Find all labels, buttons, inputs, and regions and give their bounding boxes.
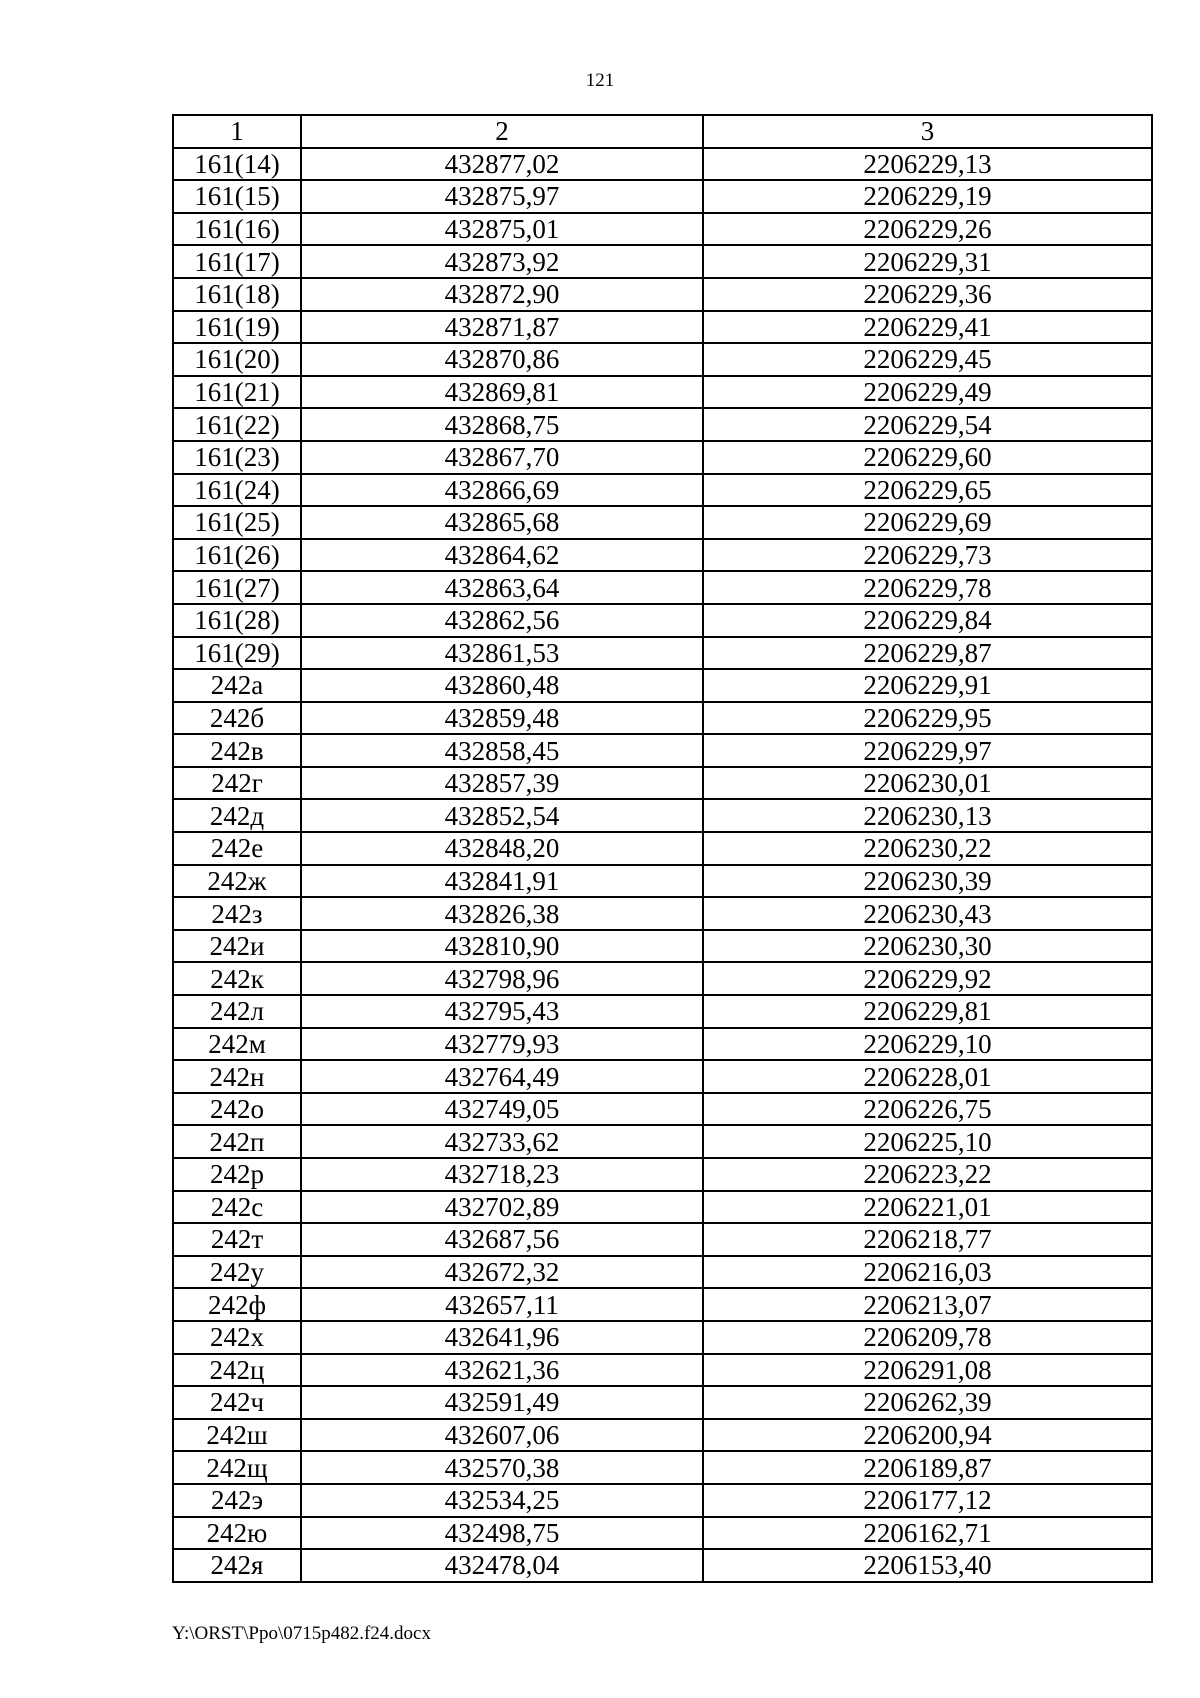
point-id-cell: 242о	[173, 1093, 301, 1126]
point-id-cell: 161(18)	[173, 278, 301, 311]
table-row	[173, 1028, 1152, 1061]
y-coordinate-cell: 2206230,39	[703, 865, 1152, 898]
y-coordinate-cell: 2206230,43	[703, 897, 1152, 930]
point-id-cell: 242а	[173, 669, 301, 702]
table-row	[173, 799, 1152, 832]
point-id-cell: 242м	[173, 1028, 301, 1061]
y-coordinate-cell: 2206153,40	[703, 1549, 1152, 1582]
table-row	[173, 1191, 1152, 1224]
table-row	[173, 506, 1152, 539]
x-coordinate-cell: 432798,96	[301, 962, 703, 995]
x-coordinate-cell: 432866,69	[301, 474, 703, 507]
point-id-cell: 161(20)	[173, 343, 301, 376]
table-row	[173, 767, 1152, 800]
table-row	[173, 962, 1152, 995]
footer-file-path: Y:\ORST\Ppo\0715p482.f24.docx	[172, 1623, 431, 1644]
x-coordinate-cell: 432869,81	[301, 376, 703, 409]
y-coordinate-cell: 2206226,75	[703, 1093, 1152, 1126]
point-id-cell: 161(14)	[173, 148, 301, 181]
y-coordinate-cell: 2206229,78	[703, 571, 1152, 604]
table-header-row	[173, 115, 1152, 148]
x-coordinate-cell: 432863,64	[301, 571, 703, 604]
table-row	[173, 865, 1152, 898]
y-coordinate-cell: 2206229,13	[703, 148, 1152, 181]
x-coordinate-cell: 432779,93	[301, 1028, 703, 1061]
table-row	[173, 1256, 1152, 1289]
point-id-cell: 242г	[173, 767, 301, 800]
y-coordinate-cell: 2206229,95	[703, 702, 1152, 735]
table-row	[173, 148, 1152, 181]
coordinates-table	[172, 114, 1153, 1583]
header-cell-1: 1	[173, 115, 301, 148]
table-body	[173, 115, 1152, 1582]
table-row	[173, 441, 1152, 474]
table-row	[173, 311, 1152, 344]
y-coordinate-cell: 2206216,03	[703, 1256, 1152, 1289]
y-coordinate-cell: 2206162,71	[703, 1517, 1152, 1550]
point-id-cell: 161(22)	[173, 408, 301, 441]
x-coordinate-cell: 432871,87	[301, 311, 703, 344]
x-coordinate-cell: 432859,48	[301, 702, 703, 735]
point-id-cell: 242т	[173, 1223, 301, 1256]
y-coordinate-cell: 2206229,45	[703, 343, 1152, 376]
y-coordinate-cell: 2206229,54	[703, 408, 1152, 441]
table-row	[173, 1419, 1152, 1452]
y-coordinate-cell: 2206228,01	[703, 1060, 1152, 1093]
point-id-cell: 242п	[173, 1125, 301, 1158]
point-id-cell: 161(25)	[173, 506, 301, 539]
table-row	[173, 702, 1152, 735]
table-row	[173, 376, 1152, 409]
header-cell-3: 3	[703, 115, 1152, 148]
point-id-cell: 242б	[173, 702, 301, 735]
point-id-cell: 242с	[173, 1191, 301, 1224]
x-coordinate-cell: 432858,45	[301, 734, 703, 767]
x-coordinate-cell: 432795,43	[301, 995, 703, 1028]
x-coordinate-cell: 432749,05	[301, 1093, 703, 1126]
y-coordinate-cell: 2206213,07	[703, 1288, 1152, 1321]
point-id-cell: 242э	[173, 1484, 301, 1517]
point-id-cell: 242ш	[173, 1419, 301, 1452]
x-coordinate-cell: 432810,90	[301, 930, 703, 963]
point-id-cell: 242в	[173, 734, 301, 767]
table-row	[173, 1386, 1152, 1419]
table-row	[173, 604, 1152, 637]
table-row	[173, 180, 1152, 213]
table-row	[173, 832, 1152, 865]
point-id-cell: 161(28)	[173, 604, 301, 637]
x-coordinate-cell: 432498,75	[301, 1517, 703, 1550]
table-row	[173, 408, 1152, 441]
x-coordinate-cell: 432657,11	[301, 1288, 703, 1321]
x-coordinate-cell: 432718,23	[301, 1158, 703, 1191]
x-coordinate-cell: 432867,70	[301, 441, 703, 474]
page-number: 121	[585, 70, 615, 91]
y-coordinate-cell: 2206229,26	[703, 213, 1152, 246]
point-id-cell: 242у	[173, 1256, 301, 1289]
point-id-cell: 242р	[173, 1158, 301, 1191]
table-row	[173, 1549, 1152, 1582]
x-coordinate-cell: 432875,01	[301, 213, 703, 246]
y-coordinate-cell: 2206229,92	[703, 962, 1152, 995]
table-row	[173, 474, 1152, 507]
y-coordinate-cell: 2206229,81	[703, 995, 1152, 1028]
x-coordinate-cell: 432591,49	[301, 1386, 703, 1419]
y-coordinate-cell: 2206230,01	[703, 767, 1152, 800]
table-row	[173, 734, 1152, 767]
table-row	[173, 930, 1152, 963]
point-id-cell: 161(29)	[173, 637, 301, 670]
x-coordinate-cell: 432848,20	[301, 832, 703, 865]
point-id-cell: 242щ	[173, 1451, 301, 1484]
x-coordinate-cell: 432570,38	[301, 1451, 703, 1484]
table-row	[173, 343, 1152, 376]
y-coordinate-cell: 2206229,87	[703, 637, 1152, 670]
y-coordinate-cell: 2206200,94	[703, 1419, 1152, 1452]
point-id-cell: 242ф	[173, 1288, 301, 1321]
x-coordinate-cell: 432864,62	[301, 539, 703, 572]
point-id-cell: 242ю	[173, 1517, 301, 1550]
point-id-cell: 161(23)	[173, 441, 301, 474]
x-coordinate-cell: 432870,86	[301, 343, 703, 376]
x-coordinate-cell: 432478,04	[301, 1549, 703, 1582]
y-coordinate-cell: 2206229,19	[703, 180, 1152, 213]
table-row	[173, 571, 1152, 604]
y-coordinate-cell: 2206230,22	[703, 832, 1152, 865]
x-coordinate-cell: 432702,89	[301, 1191, 703, 1224]
point-id-cell: 242х	[173, 1321, 301, 1354]
table-row	[173, 669, 1152, 702]
y-coordinate-cell: 2206262,39	[703, 1386, 1152, 1419]
table-row	[173, 1321, 1152, 1354]
table-row	[173, 1158, 1152, 1191]
x-coordinate-cell: 432764,49	[301, 1060, 703, 1093]
y-coordinate-cell: 2206229,10	[703, 1028, 1152, 1061]
point-id-cell: 161(26)	[173, 539, 301, 572]
table-row	[173, 539, 1152, 572]
header-cell-2: 2	[301, 115, 703, 148]
point-id-cell: 161(24)	[173, 474, 301, 507]
x-coordinate-cell: 432621,36	[301, 1354, 703, 1387]
point-id-cell: 242и	[173, 930, 301, 963]
y-coordinate-cell: 2206229,73	[703, 539, 1152, 572]
table-row	[173, 897, 1152, 930]
table-row	[173, 1451, 1152, 1484]
x-coordinate-cell: 432868,75	[301, 408, 703, 441]
point-id-cell: 161(19)	[173, 311, 301, 344]
point-id-cell: 242е	[173, 832, 301, 865]
y-coordinate-cell: 2206218,77	[703, 1223, 1152, 1256]
table-row	[173, 1125, 1152, 1158]
table-row	[173, 213, 1152, 246]
x-coordinate-cell: 432873,92	[301, 245, 703, 278]
y-coordinate-cell: 2206291,08	[703, 1354, 1152, 1387]
point-id-cell: 242д	[173, 799, 301, 832]
point-id-cell: 161(27)	[173, 571, 301, 604]
x-coordinate-cell: 432861,53	[301, 637, 703, 670]
point-id-cell: 242я	[173, 1549, 301, 1582]
x-coordinate-cell: 432862,56	[301, 604, 703, 637]
table-row	[173, 1517, 1152, 1550]
y-coordinate-cell: 2206177,12	[703, 1484, 1152, 1517]
x-coordinate-cell: 432641,96	[301, 1321, 703, 1354]
y-coordinate-cell: 2206230,30	[703, 930, 1152, 963]
x-coordinate-cell: 432852,54	[301, 799, 703, 832]
y-coordinate-cell: 2206225,10	[703, 1125, 1152, 1158]
x-coordinate-cell: 432607,06	[301, 1419, 703, 1452]
x-coordinate-cell: 432534,25	[301, 1484, 703, 1517]
x-coordinate-cell: 432841,91	[301, 865, 703, 898]
x-coordinate-cell: 432687,56	[301, 1223, 703, 1256]
x-coordinate-cell: 432875,97	[301, 180, 703, 213]
table-row	[173, 278, 1152, 311]
y-coordinate-cell: 2206229,69	[703, 506, 1152, 539]
point-id-cell: 242з	[173, 897, 301, 930]
table-row	[173, 245, 1152, 278]
y-coordinate-cell: 2206221,01	[703, 1191, 1152, 1224]
y-coordinate-cell: 2206229,31	[703, 245, 1152, 278]
y-coordinate-cell: 2206189,87	[703, 1451, 1152, 1484]
x-coordinate-cell: 432733,62	[301, 1125, 703, 1158]
point-id-cell: 242ж	[173, 865, 301, 898]
x-coordinate-cell: 432872,90	[301, 278, 703, 311]
point-id-cell: 161(17)	[173, 245, 301, 278]
y-coordinate-cell: 2206229,84	[703, 604, 1152, 637]
point-id-cell: 161(16)	[173, 213, 301, 246]
y-coordinate-cell: 2206209,78	[703, 1321, 1152, 1354]
x-coordinate-cell: 432672,32	[301, 1256, 703, 1289]
point-id-cell: 242ц	[173, 1354, 301, 1387]
x-coordinate-cell: 432860,48	[301, 669, 703, 702]
point-id-cell: 242к	[173, 962, 301, 995]
table-row	[173, 1484, 1152, 1517]
point-id-cell: 242л	[173, 995, 301, 1028]
y-coordinate-cell: 2206229,36	[703, 278, 1152, 311]
table-row	[173, 637, 1152, 670]
y-coordinate-cell: 2206229,91	[703, 669, 1152, 702]
x-coordinate-cell: 432877,02	[301, 148, 703, 181]
x-coordinate-cell: 432826,38	[301, 897, 703, 930]
point-id-cell: 161(15)	[173, 180, 301, 213]
table-row	[173, 1223, 1152, 1256]
y-coordinate-cell: 2206229,60	[703, 441, 1152, 474]
y-coordinate-cell: 2206223,22	[703, 1158, 1152, 1191]
point-id-cell: 242н	[173, 1060, 301, 1093]
y-coordinate-cell: 2206229,49	[703, 376, 1152, 409]
point-id-cell: 161(21)	[173, 376, 301, 409]
table-row	[173, 1093, 1152, 1126]
y-coordinate-cell: 2206229,97	[703, 734, 1152, 767]
y-coordinate-cell: 2206230,13	[703, 799, 1152, 832]
table-row	[173, 995, 1152, 1028]
y-coordinate-cell: 2206229,65	[703, 474, 1152, 507]
point-id-cell: 242ч	[173, 1386, 301, 1419]
table-row	[173, 1354, 1152, 1387]
x-coordinate-cell: 432857,39	[301, 767, 703, 800]
table-row	[173, 1288, 1152, 1321]
table-row	[173, 1060, 1152, 1093]
y-coordinate-cell: 2206229,41	[703, 311, 1152, 344]
x-coordinate-cell: 432865,68	[301, 506, 703, 539]
